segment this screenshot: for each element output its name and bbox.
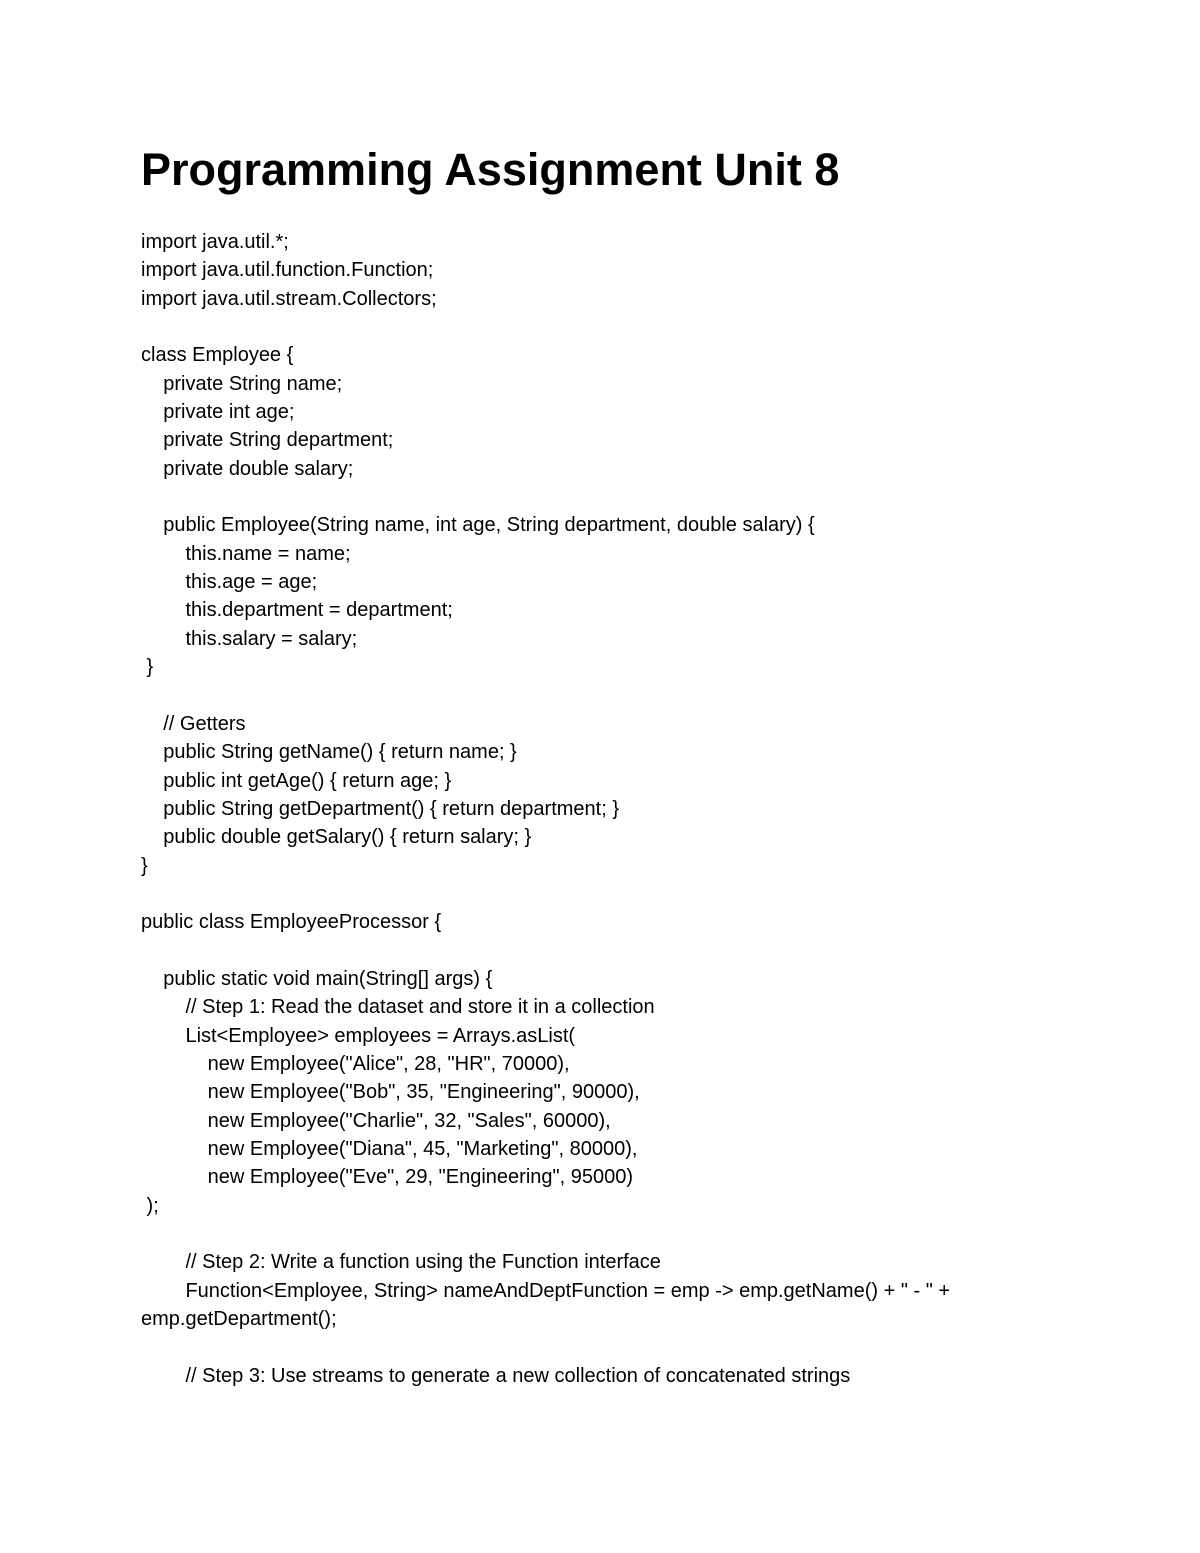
code-line bbox=[141, 1220, 1141, 1248]
code-line bbox=[141, 313, 1141, 341]
code-line: ); bbox=[141, 1194, 159, 1217]
code-line: new Employee("Bob", 35, "Engineering", 90000), bbox=[141, 1081, 640, 1104]
page-title: Programming Assignment Unit 8 bbox=[141, 144, 840, 195]
code-line: // Step 2: Write a function using the Function interface bbox=[141, 1251, 661, 1274]
code-line bbox=[141, 1333, 1141, 1361]
code-line: public class EmployeeProcessor { bbox=[141, 911, 442, 934]
code-line: List<Employee> employees = Arrays.asList( bbox=[141, 1024, 576, 1047]
code-line bbox=[141, 682, 1141, 710]
code-listing bbox=[141, 228, 1141, 1390]
code-line: private double salary; bbox=[141, 457, 354, 480]
code-line bbox=[141, 483, 1141, 511]
code-line: public double getSalary() { return salary; } bbox=[141, 826, 532, 849]
code-line: this.age = age; bbox=[141, 571, 318, 594]
code-line bbox=[141, 880, 1141, 908]
code-line: Function<Employee, String> nameAndDeptFunction = emp -> emp.getName() + " - " + bbox=[141, 1279, 951, 1302]
code-line: new Employee("Alice", 28, "HR", 70000), bbox=[141, 1052, 570, 1075]
code-line: } bbox=[141, 854, 148, 877]
code-line: this.name = name; bbox=[141, 542, 351, 565]
code-line: public Employee(String name, int age, String department, double salary) { bbox=[141, 514, 815, 537]
code-line: this.department = department; bbox=[141, 599, 453, 622]
code-line: public String getDepartment() { return department; } bbox=[141, 797, 620, 820]
code-line: public int getAge() { return age; } bbox=[141, 769, 452, 792]
code-line: import java.util.*; bbox=[141, 231, 289, 253]
code-line: // Step 1: Read the dataset and store it in a collection bbox=[141, 996, 655, 1019]
code-line: new Employee("Diana", 45, "Marketing", 80000), bbox=[141, 1138, 638, 1160]
code-line: this.salary = salary; bbox=[141, 627, 358, 650]
code-line: // Step 3: Use streams to generate a new collection of concatenated strings bbox=[141, 1364, 851, 1387]
code-line: private int age; bbox=[141, 401, 295, 424]
code-line: private String name; bbox=[141, 372, 343, 395]
code-line: emp.getDepartment(); bbox=[141, 1308, 337, 1331]
code-line: private String department; bbox=[141, 429, 394, 452]
code-line: public static void main(String[] args) { bbox=[141, 967, 493, 990]
code-line: class Employee { bbox=[141, 344, 294, 367]
code-line bbox=[141, 937, 1141, 965]
code-line: new Employee("Charlie", 32, "Sales", 60000), bbox=[141, 1109, 611, 1132]
code-line: import java.util.stream.Collectors; bbox=[141, 287, 437, 310]
code-line: // Getters bbox=[141, 712, 246, 735]
code-line: new Employee("Eve", 29, "Engineering", 95000) bbox=[141, 1166, 633, 1189]
code-line: public String getName() { return name; } bbox=[141, 741, 517, 764]
code-line: } bbox=[141, 656, 154, 679]
code-line: import java.util.function.Function; bbox=[141, 259, 434, 282]
